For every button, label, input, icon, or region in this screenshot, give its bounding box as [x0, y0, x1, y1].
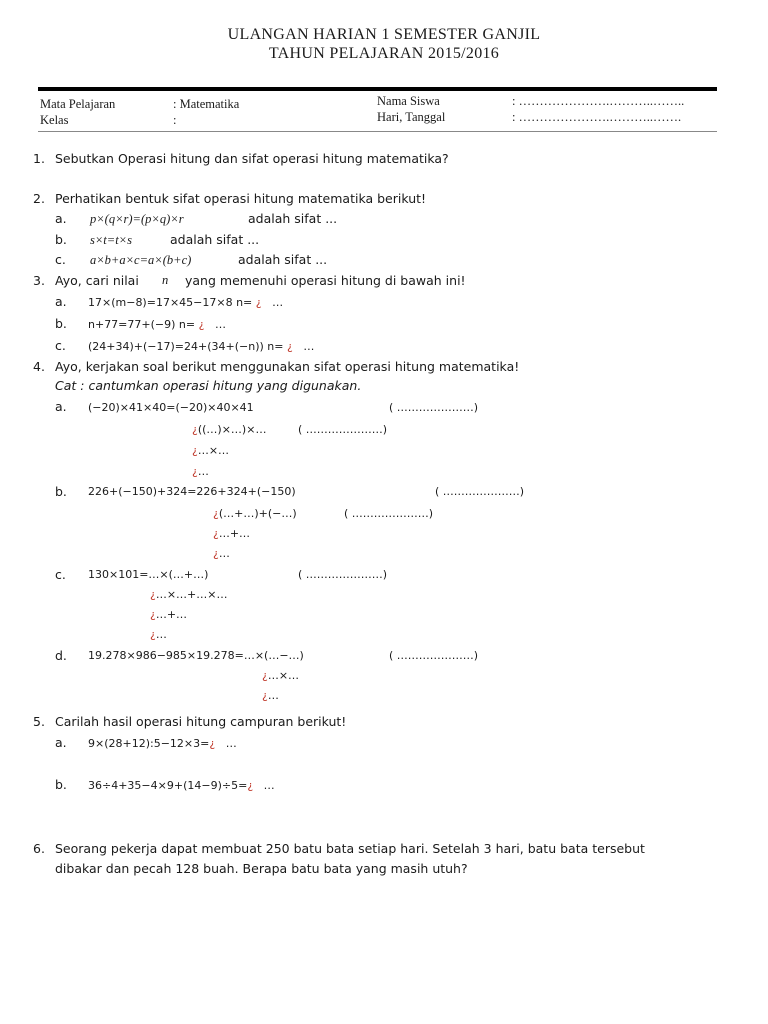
class-label: Kelas — [40, 113, 69, 127]
q1-number: 1. — [33, 151, 45, 166]
q4-note: Cat : cantumkan operasi hitung yang digunakan. — [55, 378, 362, 393]
q4a-label: a. — [55, 399, 67, 414]
q4-text: Ayo, kerjakan soal berikut menggunakan sifat operasi hitung matematika! — [55, 359, 520, 374]
q3-var: n — [162, 273, 169, 287]
q4c-blank[interactable]: ( …………………) — [298, 568, 388, 581]
q5-text: Carilah hasil operasi hitung campuran berikut! — [55, 714, 347, 729]
q3a-label: a. — [55, 294, 67, 309]
q2-text: Perhatikan bentuk sifat operasi hitung matematika berikut! — [55, 191, 427, 206]
q4a-blank[interactable]: ( …………………) — [389, 401, 479, 414]
q4b-step2: ¿…+… — [213, 527, 251, 540]
q4d-label: d. — [55, 648, 67, 663]
q3-text-b: yang memenuhi operasi hitung di bawah ini! — [185, 273, 466, 288]
q5a-expr: 9×(28+12):5−12×3=¿ … — [88, 737, 237, 750]
q3b-label: b. — [55, 316, 67, 331]
q4-number: 4. — [33, 359, 45, 374]
header-rule-thick — [38, 87, 717, 91]
q4b-blank[interactable]: ( …………………) — [435, 485, 525, 498]
q1-text: Sebutkan Operasi hitung dan sifat operasi hitung matematika? — [55, 151, 449, 166]
q4b-step3: ¿… — [213, 547, 230, 560]
q6-line2: dibakar dan pecah 128 buah. Berapa batu bata yang masih utuh? — [55, 861, 468, 876]
q6-number: 6. — [33, 841, 45, 856]
header-rule-thin — [38, 131, 717, 132]
q3c-expr: (24+34)+(−17)=24+(34+(−n)) n= ¿ … — [88, 340, 315, 353]
name-label: Nama Siswa — [377, 94, 440, 108]
q4c-expr: 130×101=…×(…+…) — [88, 568, 209, 581]
q4d-expr: 19.278×986−985×19.278=…×(…−…) — [88, 649, 304, 662]
q5-number: 5. — [33, 714, 45, 729]
q3-text-a: Ayo, cari nilai — [55, 273, 139, 288]
date-field[interactable]: : ………………….………..……. — [512, 110, 682, 124]
q4b-label: b. — [55, 484, 67, 499]
q4b-expr: 226+(−150)+324=226+324+(−150) — [88, 485, 296, 498]
q2b-expr: s×t=t×s — [90, 233, 132, 247]
q4d-blank[interactable]: ( …………………) — [389, 649, 479, 662]
q4a-step1: ¿((…)×…)×… — [192, 423, 267, 436]
q4a-step3: ¿… — [192, 465, 209, 478]
q5a-label: a. — [55, 735, 67, 750]
q2a-label: a. — [55, 211, 67, 226]
q5b-expr: 36÷4+35−4×9+(14−9)÷5=¿ … — [88, 779, 275, 792]
q4c-step3: ¿… — [150, 628, 167, 641]
q2-number: 2. — [33, 191, 45, 206]
class-value[interactable]: : — [173, 113, 177, 127]
q2c-suffix: adalah sifat ... — [238, 252, 328, 267]
date-label: Hari, Tanggal — [377, 110, 446, 124]
q2b-label: b. — [55, 232, 67, 247]
q4b-step1: ¿(…+…)+(−…) — [213, 507, 297, 520]
q4c-step1: ¿…×…+…×… — [150, 588, 228, 601]
q4d-step1: ¿…×… — [262, 669, 300, 682]
q2a-suffix: adalah sifat ... — [248, 211, 338, 226]
q3c-label: c. — [55, 338, 66, 353]
q5b-label: b. — [55, 777, 67, 792]
q2c-label: c. — [55, 252, 66, 267]
title-line-1: ULANGAN HARIAN 1 SEMESTER GANJIL — [227, 26, 541, 43]
name-field[interactable]: : ………………….………..…….. — [512, 94, 685, 108]
subject-value: : Matematika — [173, 97, 240, 111]
q2c-expr: a×b+a×c=a×(b+c) — [90, 253, 192, 267]
q4a-step2: ¿…×… — [192, 444, 230, 457]
q4a-expr: (−20)×41×40=(−20)×40×41 — [88, 401, 254, 414]
q4c-label: c. — [55, 567, 66, 582]
title-line-2: TAHUN PELAJARAN 2015/2016 — [268, 45, 500, 62]
q3-number: 3. — [33, 273, 45, 288]
q6-line1: Seorang pekerja dapat membuat 250 batu bata setiap hari. Setelah 3 hari, batu bata tersebut — [55, 841, 645, 856]
q3a-expr: 17×(m−8)=17×45−17×8 n= ¿ … — [88, 296, 284, 309]
q3b-expr: n+77=77+(−9) n= ¿ … — [88, 318, 226, 331]
q4d-step2: ¿… — [262, 689, 279, 702]
q2a-expr: p×(q×r)=(p×q)×r — [90, 212, 184, 226]
q4c-step2: ¿…+… — [150, 608, 188, 621]
q4a-step1-blank[interactable]: ( …………………) — [298, 423, 388, 436]
q4b-step1-blank[interactable]: ( …………………) — [344, 507, 434, 520]
q2b-suffix: adalah sifat ... — [170, 232, 260, 247]
subject-label: Mata Pelajaran — [40, 97, 116, 111]
